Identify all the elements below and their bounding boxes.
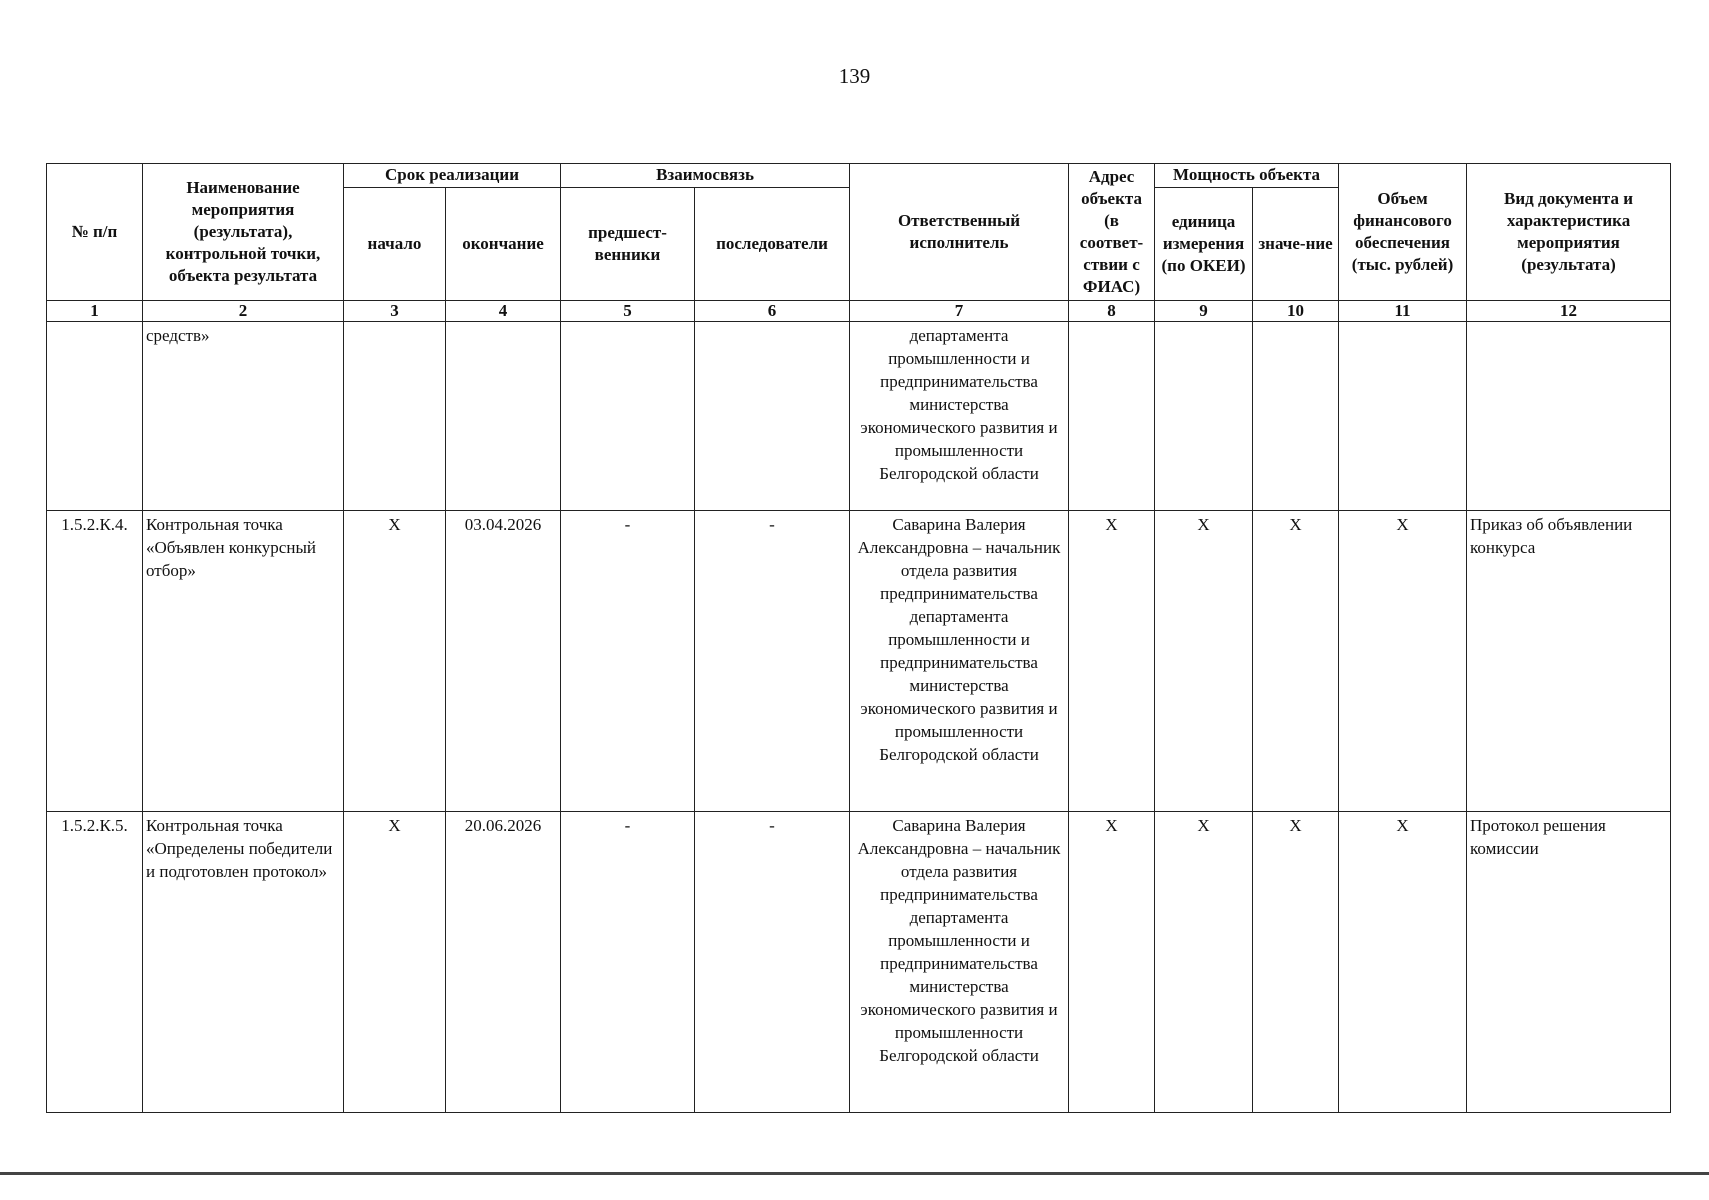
row-predecessors: -	[561, 812, 695, 1113]
row-predecessors: -	[561, 511, 695, 812]
row-doc: Протокол решения комиссии	[1467, 812, 1671, 1113]
row-successors	[695, 322, 850, 511]
row-finance: Х	[1339, 812, 1467, 1113]
table-row	[47, 511, 1671, 812]
row-predecessors	[561, 322, 695, 511]
row-finance	[1339, 322, 1467, 511]
header-name: Наименование мероприятия (результата), контрольной точки, объекта результата	[143, 164, 344, 301]
column-number: 12	[1467, 301, 1671, 322]
header-num: № п/п	[47, 164, 143, 301]
column-number: 11	[1339, 301, 1467, 322]
row-name: средств»	[143, 322, 344, 511]
row-start	[344, 322, 446, 511]
column-number: 8	[1069, 301, 1155, 322]
row-num: 1.5.2.К.4.	[47, 511, 143, 812]
row-name: Контрольная точка «Объявлен конкурсный отбор»	[143, 511, 344, 812]
row-successors: -	[695, 812, 850, 1113]
table-header	[47, 164, 1671, 301]
table-row	[47, 812, 1671, 1113]
row-value: Х	[1253, 511, 1339, 812]
row-executor: департамента промышленности и предпринимательства министерства экономического развития и промышленности Белгородской области	[850, 322, 1069, 511]
row-address	[1069, 322, 1155, 511]
header-value: значе-ние	[1253, 187, 1339, 300]
row-value	[1253, 322, 1339, 511]
header-term: Срок реализации	[344, 164, 561, 188]
table-row	[47, 322, 1671, 511]
row-unit: Х	[1155, 511, 1253, 812]
page-number: 139	[838, 64, 871, 88]
header-relation: Взаимосвязь	[561, 164, 850, 188]
header-unit: единица измерения (по ОКЕИ)	[1155, 187, 1253, 300]
row-finance: Х	[1339, 511, 1467, 812]
header-executor: Ответственный исполнитель	[850, 164, 1069, 301]
row-name: Контрольная точка «Определены победители и подготовлен протокол»	[143, 812, 344, 1113]
header-capacity: Мощность объекта	[1155, 164, 1339, 188]
column-number: 9	[1155, 301, 1253, 322]
header-term-start: начало	[344, 187, 446, 300]
column-number: 6	[695, 301, 850, 322]
column-number: 10	[1253, 301, 1339, 322]
row-doc	[1467, 322, 1671, 511]
row-unit	[1155, 322, 1253, 511]
column-number: 4	[446, 301, 561, 322]
header-predecessors: предшест-венники	[561, 187, 695, 300]
column-number: 1	[47, 301, 143, 322]
column-number: 3	[344, 301, 446, 322]
row-doc: Приказ об объявлении конкурса	[1467, 511, 1671, 812]
row-address: Х	[1069, 511, 1155, 812]
row-value: Х	[1253, 812, 1339, 1113]
row-start: Х	[344, 511, 446, 812]
column-number: 7	[850, 301, 1069, 322]
row-start: Х	[344, 812, 446, 1113]
row-end	[446, 322, 561, 511]
row-num: 1.5.2.К.5.	[47, 812, 143, 1113]
row-successors: -	[695, 511, 850, 812]
row-executor: Саварина Валерия Александровна – начальник отдела развития предпринимательства департамента промышленности и предпринимательства министерства экономического развития и промышленности Белгородской области	[850, 812, 1069, 1113]
plan-table	[46, 163, 1671, 1113]
column-number: 2	[143, 301, 344, 322]
row-num	[47, 322, 143, 511]
row-executor: Саварина Валерия Александровна – начальник отдела развития предпринимательства департамента промышленности и предпринимательства министерства экономического развития и промышленности Белгородской области	[850, 511, 1069, 812]
row-end: 20.06.2026	[446, 812, 561, 1113]
row-end: 03.04.2026	[446, 511, 561, 812]
header-doc-type: Вид документа и характеристика мероприятия (результата)	[1467, 164, 1671, 301]
row-address: Х	[1069, 812, 1155, 1113]
header-successors: последователи	[695, 187, 850, 300]
column-number: 5	[561, 301, 695, 322]
row-unit: Х	[1155, 812, 1253, 1113]
page-edge-line	[0, 1172, 1709, 1175]
column-number-row	[47, 301, 1671, 322]
header-finance: Объем финансового обеспечения (тыс. рублей)	[1339, 164, 1467, 301]
header-term-end: окончание	[446, 187, 561, 300]
header-address: Адрес объекта (в соответ-ствии с ФИАС)	[1069, 164, 1155, 301]
